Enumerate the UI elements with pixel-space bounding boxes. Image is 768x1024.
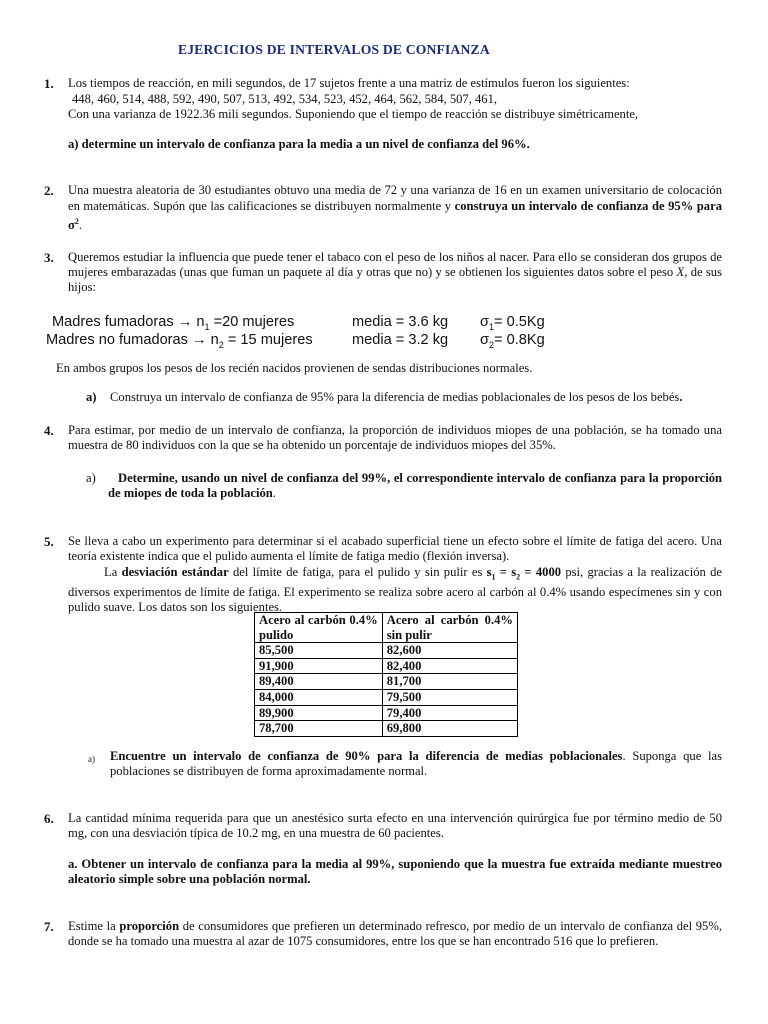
row1-sub-n: 1 (204, 321, 210, 332)
exercise-7-post: de consumidores que prefieren un determinado refresco, por medio de un intervalo de confianza del 95%, donde se ha tomado una muestra al azar de 1075 consumidores, entre los que se han encontrado 516 que lo prefieren. (68, 919, 722, 949)
row2-sval: = 0.8Kg (494, 332, 545, 348)
exercise-2-end: . (78, 218, 83, 233)
exercise-3-item-a-end: . (679, 390, 683, 404)
exercise-2-bold: construya un intervalo de confianza de 95% para σ (68, 198, 722, 233)
row1-sub-sigma: 1 (489, 321, 495, 332)
table-row (255, 721, 518, 737)
table-header-unpolished: Acero al carbón 0.4% sin pulir (382, 613, 517, 643)
table-cell: 81,700 (382, 674, 517, 690)
row1-n: =20 mujeres (209, 314, 295, 330)
exercise-3-item-a-text: Construya un intervalo de confianza de 95% para la diferencia de medias poblacionales de los pesos de los bebés (110, 390, 680, 404)
exercise-7-text (68, 919, 722, 949)
p2-eq: = s (495, 565, 517, 579)
exercise-3-number: 3. (44, 250, 54, 265)
exercise-6-item-a: a. Obtener un intervalo de confianza para la media al 99%, suponiendo que la muestra fue extraída mediante muestreo aleatorio simple sobre una población normal. (68, 857, 722, 887)
exercise-1-data: 448, 460, 514, 488, 592, 490, 507, 513, 492, 534, 523, 452, 464, 562, 584, 507, 461, (72, 92, 498, 106)
exercise-3-row-nonsmokers-sigma (480, 331, 545, 354)
table-header-polished: Acero al carbón 0.4% pulido (255, 613, 383, 643)
p2-val: = 4000 (520, 565, 562, 579)
table-cell: 91,900 (255, 658, 383, 674)
exercise-1-line3: Con una varianza de 1922.36 mili segundos. Suponiendo que el tiempo de reacción se distribuye simétricamente, (68, 107, 639, 121)
p2-s: s (486, 565, 492, 579)
p2-mid: del límite de fatiga, para el pulido y sin pulir es (228, 565, 487, 579)
exercise-5-item-a-bold: Encuentre un intervalo de confianza de 90% para la diferencia de medias poblacionales (110, 749, 623, 763)
exercise-4-item-a-bold: Determine, usando un nivel de confianza del 99%, el correspondiente intervalo de confianza para la proporción de miopes de toda la población (108, 471, 722, 501)
exercise-3-note: En ambos grupos los pesos de los recién nacidos provienen de sendas distribuciones normales. (56, 361, 533, 375)
row2-group: Madres no fumadoras → n (46, 332, 219, 348)
fatigue-data-table (254, 612, 518, 737)
table-cell: 69,800 (382, 721, 517, 737)
page-title: EJERCICIOS DE INTERVALOS DE CONFIANZA (178, 42, 490, 57)
table-row (255, 643, 518, 659)
row2-n: = 15 mujeres (223, 332, 313, 348)
row2-sub-sigma: 2 (489, 339, 495, 350)
exercise-3-row-nonsmokers (46, 331, 313, 354)
exercise-3-item-a-label: a) (86, 390, 97, 404)
exercise-4-item-a-label: a) (86, 471, 96, 485)
table-cell: 82,400 (382, 658, 517, 674)
exercise-5-paragraph-2 (68, 565, 722, 615)
exercise-5-item-a-label: a) (88, 754, 95, 764)
table-row (255, 674, 518, 690)
exercise-2-number: 2. (44, 183, 54, 198)
table-header-row (255, 613, 518, 643)
exercise-5-item-a-rest: . Suponga que las poblaciones se distribuyen de forma aproximadamente normal. (110, 749, 722, 779)
table-cell: 85,500 (255, 643, 383, 659)
exercise-7-pre: Estime la (68, 919, 120, 933)
exercise-6-text: La cantidad mínima requerida para que un anestésico surta efecto en una intervención quirúrgica fue por término medio de 50 mg, con una desviación típica de 10.2 mg, en una muestra de 60 pacientes. (68, 811, 722, 841)
exercise-4-text: Para estimar, por medio de un intervalo de confianza, la proporción de individuos miopes de una población, se ha tomado una muestra de 80 individuos con la que se ha obtenido un porcentaje de individuos miopes del 35%. (68, 423, 722, 453)
row2-sub-n: 2 (218, 339, 224, 350)
row1-group: Madres fumadoras → n (52, 314, 205, 330)
table-cell: 89,900 (255, 705, 383, 721)
table-row (255, 705, 518, 721)
exercise-4-item-a-end: . (272, 486, 276, 501)
table-cell: 78,700 (255, 721, 383, 737)
exercise-5-number: 5. (44, 534, 54, 549)
exercise-1-item-a: a) determine un intervalo de confianza para la media a un nivel de confianza del 96%. (68, 137, 530, 151)
p2-sub1: 1 (491, 572, 496, 582)
table-cell: 82,600 (382, 643, 517, 659)
p2-sub2: 2 (516, 572, 521, 582)
table-cell: 89,400 (255, 674, 383, 690)
exercise-1-line1: Los tiempos de reacción, en mili segundos, de 17 sujetos frente a una matriz de estímulos fueron los siguientes: (68, 76, 630, 90)
exercise-2-body: Una muestra aleatoria de 30 estudiantes obtuvo una media de 72 y una varianza de 16 en un examen universitario de colocación en matemáticas. Supón que las calificaciones se distribuyen normalmente y (68, 183, 722, 213)
exercise-3-row-nonsmokers-media: media = 3.2 kg (352, 332, 449, 348)
exercise-3-body-end: , de sus hijos: (68, 265, 722, 295)
p2-post: psi, gracias a la realización de diversos experimentos de límite de fatiga. El experimento se realiza sobre acero al carbón al 0.4% usando especímenes sin y con pulido suave. Los datos son los siguientes. (68, 565, 722, 614)
table-cell: 79,400 (382, 705, 517, 721)
row2-sigma: σ (480, 332, 490, 348)
exercise-2-text (68, 183, 722, 234)
exercise-5-item-a (110, 749, 722, 779)
table-cell: 79,500 (382, 689, 517, 705)
exercise-7-bold: proporción (119, 919, 180, 933)
table-cell: 84,000 (255, 689, 383, 705)
exercise-5-text: Se lleva a cabo un experimento para determinar si el acabado superficial tiene un efecto sobre el límite de fatiga del acero. Una teoría existente indica que el pulido aumenta el límite de fatiga medio (flexión inversa). (68, 534, 722, 564)
row1-sval: = 0.5Kg (494, 314, 545, 330)
exercise-6-number: 6. (44, 811, 54, 826)
exercise-3-var: X (676, 265, 685, 280)
p2-formula (486, 565, 562, 582)
exercise-3-body: Queremos estudiar la influencia que puede tener el tabaco con el peso de los niños al nacer. Para ello se consideran dos grupos de mujeres embarazadas (unas que fuman un paquete al día y otras que no) y se obtienen los siguientes datos sobre el peso (68, 250, 722, 280)
exercise-4-item-a (108, 471, 722, 501)
table-row (255, 658, 518, 674)
exercise-3-text (68, 250, 722, 296)
exercise-4-number: 4. (44, 423, 54, 438)
row1-sigma: σ (480, 314, 490, 330)
exercise-2-sup: 2 (74, 217, 79, 227)
exercise-3-item-a (110, 390, 722, 405)
exercise-7-number: 7. (44, 919, 54, 934)
exercise-1-number: 1. (44, 76, 54, 91)
exercise-3-row-smokers-media: media = 3.6 kg (352, 314, 449, 330)
table-row (255, 689, 518, 705)
p2-bold: desviación estándar (121, 565, 229, 579)
p2-pre: La (104, 565, 122, 579)
